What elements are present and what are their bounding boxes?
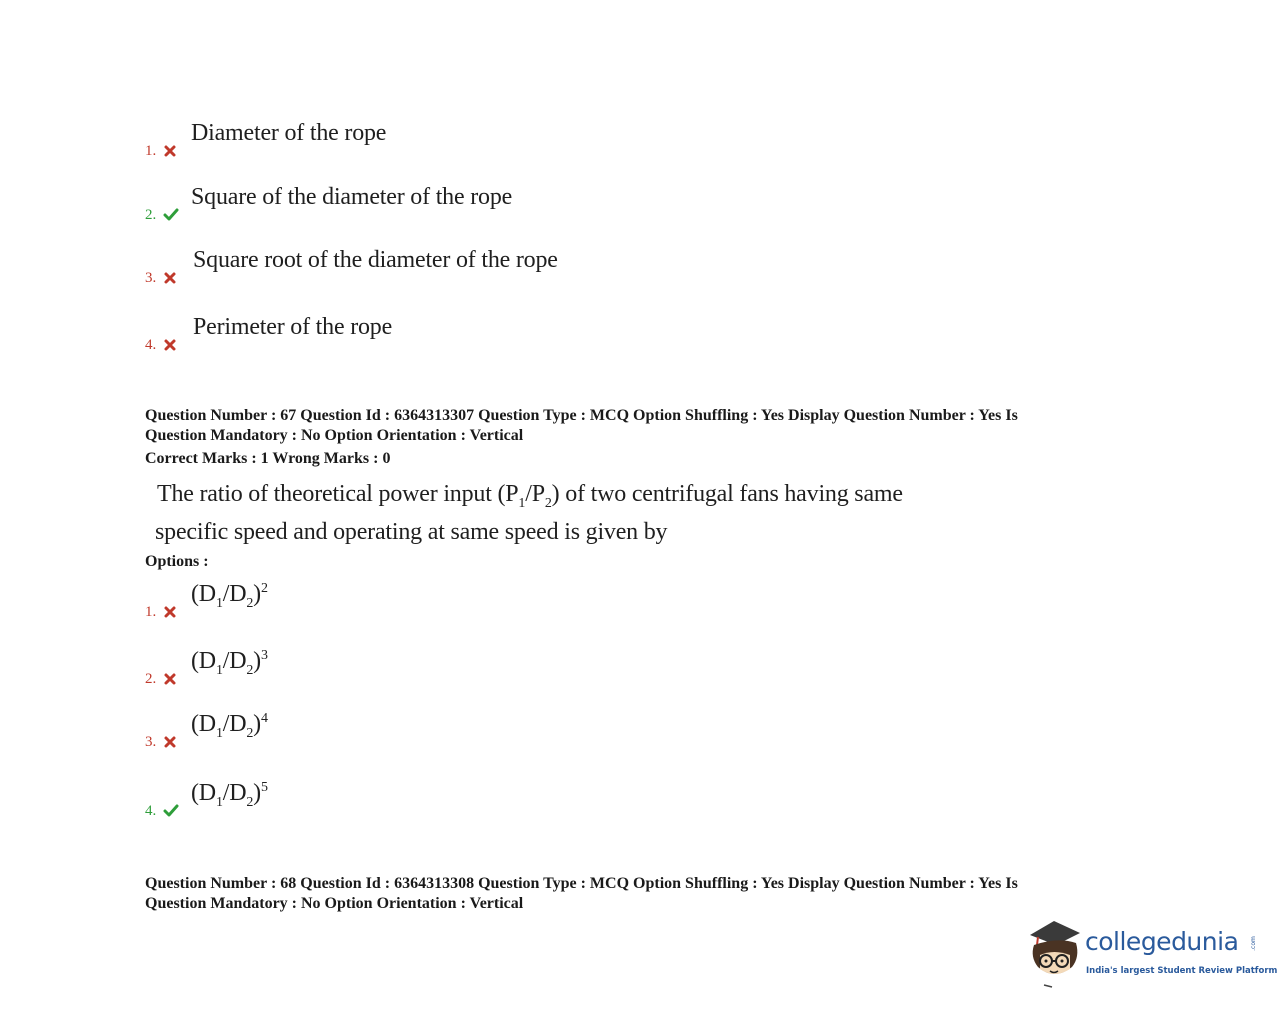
collegedunia-logo: [1024, 915, 1278, 995]
option-number: 4.: [145, 803, 157, 819]
question-text-line-1: The ratio of theoretical power input $(P_1/P_2)$ of two centrifugal fans having same: [157, 481, 903, 511]
cross-icon: [163, 735, 177, 749]
option-number: 3.: [145, 270, 157, 286]
brand-name: collegedunia: [1085, 927, 1239, 956]
option-number: 3.: [145, 734, 157, 750]
q67-option-3: [0, 711, 700, 751]
question-67-marks: Correct Marks : 1 Wrong Marks : 0: [145, 450, 391, 467]
prev-option-1: [0, 120, 700, 160]
cross-icon: [163, 672, 177, 686]
brand-tagline: India's largest Student Review Platform: [1086, 966, 1278, 976]
question-68-meta: [145, 874, 1018, 914]
meta-line-2: Question Mandatory : No Option Orientation : Vertical: [145, 427, 524, 444]
prev-option-4: [0, 314, 700, 354]
prev-option-3: [0, 247, 700, 287]
cross-icon: [163, 271, 177, 285]
meta-line-2: Question Mandatory : No Option Orientation : Vertical: [145, 895, 524, 912]
mascot-icon: [1024, 915, 1086, 990]
option-number: 1.: [145, 143, 157, 159]
option-formula: $(D_1/D_2)^2$: [191, 581, 268, 611]
option-formula: $(D_1/D_2)^4$: [191, 711, 268, 741]
question-text-line-2: specific speed and operating at same speed is given by: [155, 518, 668, 545]
brand-com: .com: [1249, 936, 1257, 951]
option-number: 2.: [145, 671, 157, 687]
cross-icon: [163, 338, 177, 352]
cross-icon: [163, 605, 177, 619]
meta-line-1: Question Number : 67 Question Id : 6364313307 Question Type : MCQ Option Shuffling : Yes Display Question Number : Yes Is: [145, 407, 1018, 424]
check-icon: [163, 208, 179, 222]
check-icon: [163, 804, 179, 818]
prev-option-2: [0, 184, 700, 224]
option-text: Square root of the diameter of the rope: [193, 247, 558, 273]
option-formula: $(D_1/D_2)^5$: [191, 780, 268, 810]
question-67-text: [157, 480, 903, 546]
option-text: Diameter of the rope: [191, 120, 387, 146]
question-67-meta: [145, 406, 1018, 446]
meta-line-1: Question Number : 68 Question Id : 6364313308 Question Type : MCQ Option Shuffling : Yes Display Question Number : Yes Is: [145, 875, 1018, 892]
option-number: 4.: [145, 337, 157, 353]
options-label: Options :: [145, 553, 209, 570]
option-text: Square of the diameter of the rope: [191, 184, 513, 210]
option-text: Perimeter of the rope: [193, 314, 393, 340]
q67-option-4: [0, 780, 700, 820]
option-formula: $(D_1/D_2)^3$: [191, 648, 268, 678]
q67-option-2: [0, 648, 700, 688]
cross-icon: [163, 144, 177, 158]
option-number: 2.: [145, 207, 157, 223]
q67-option-1: [0, 581, 700, 621]
option-number: 1.: [145, 604, 157, 620]
